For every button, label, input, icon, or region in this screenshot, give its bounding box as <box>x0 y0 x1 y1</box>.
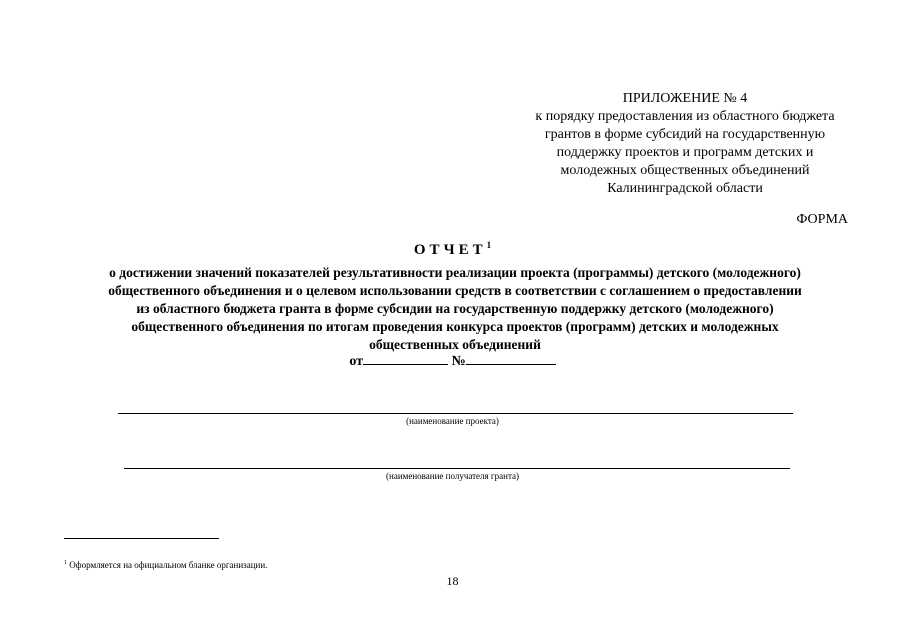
appendix-line: к порядку предоставления из областного бюджета <box>535 109 835 124</box>
report-title-text: ОТЧЕТ <box>413 242 487 258</box>
footnote-text: Оформляется на официальном бланке организации. <box>69 560 268 570</box>
appendix-line: грантов в форме субсидий на государственную <box>544 127 826 142</box>
title-footnote-mark: 1 <box>486 240 492 250</box>
date-number-line <box>0 354 905 370</box>
footnote <box>64 560 267 570</box>
date-blank[interactable] <box>363 364 448 365</box>
footnote-separator <box>64 538 219 539</box>
appendix-line: Калининградской области <box>607 181 763 196</box>
date-prefix: от <box>349 354 364 369</box>
appendix-block <box>500 90 870 198</box>
subtitle-line: из областного бюджета гранта в форме субсидии на государственную поддержку детского (молодежного) <box>136 301 774 316</box>
subtitle-line: о достижении значений показателей результативности реализации проекта (программы) детского (молодежного) <box>109 265 801 280</box>
subtitle-line: общественного объединения по итогам проведения конкурса проектов (программ) детских и молодежных <box>131 319 779 334</box>
project-name-caption: (наименование проекта) <box>406 416 499 426</box>
subtitle-line: общественных объединений <box>369 337 541 352</box>
number-blank[interactable] <box>466 364 556 365</box>
page-number: 18 <box>446 574 459 588</box>
recipient-name-line[interactable] <box>124 468 790 469</box>
recipient-name-caption: (наименование получателя гранта) <box>386 471 519 481</box>
appendix-line: молодежных общественных объединений <box>560 163 810 178</box>
appendix-line: поддержку проектов и программ детских и <box>556 145 814 160</box>
report-title <box>0 240 905 259</box>
subtitle-line: общественного объединения и о целевом использовании средств в соответствии с соглашением о предоставлении <box>108 283 802 298</box>
appendix-heading: ПРИЛОЖЕНИЕ № 4 <box>622 91 748 106</box>
number-prefix: № <box>451 354 466 369</box>
report-subtitle <box>40 264 870 354</box>
footnote-mark: 1 <box>64 560 67 566</box>
project-name-line[interactable] <box>118 413 793 414</box>
form-label: ФОРМА <box>796 212 848 227</box>
